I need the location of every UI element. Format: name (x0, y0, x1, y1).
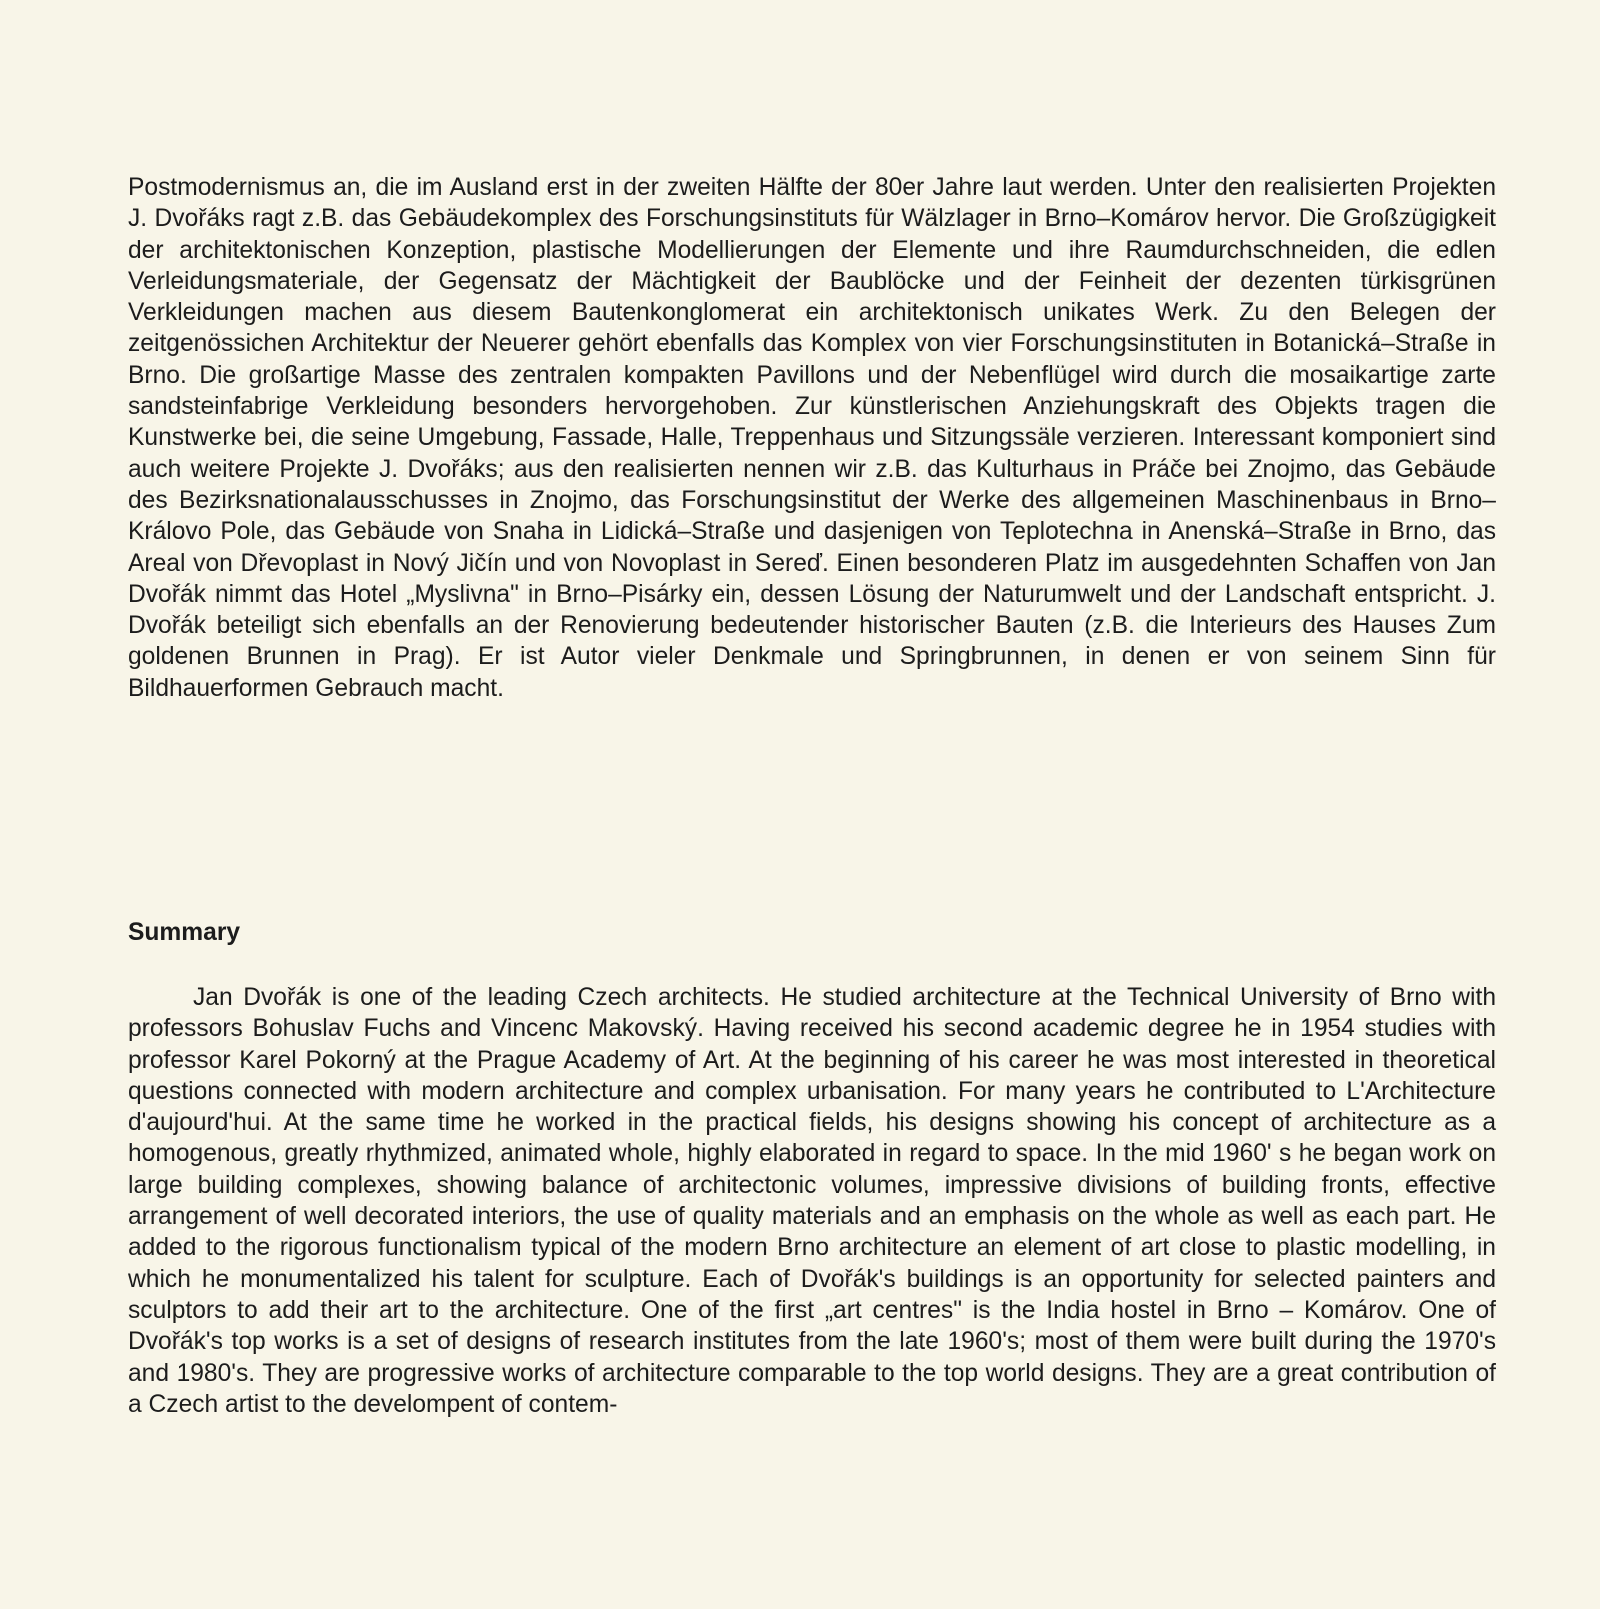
summary-heading: Summary (128, 919, 241, 946)
german-text-block (128, 172, 1496, 704)
english-text-block (128, 982, 1496, 1420)
german-paragraph: Postmodernismus an, die im Ausland erst in der zweiten Hälfte der 80er Jahre laut werden. Unter den realisierten Projekten J. Dvořáks ragt z.B. das Gebäudekomplex des Forschungsinstituts für Wälzlager in Brno–Komárov hervor. Die Großzügigkeit der architektonischen Konzeption, plastische Modellierungen der Elemente und ihre Raumdurchschneiden, die edlen Verleidungsmateriale, der Gegensatz der Mächtigkeit der Baublöcke und der Feinheit der dezenten türkisgrünen Verkleidungen machen aus diesem Bautenkonglomerat ein architektonisch unikates Werk. Zu den Belegen der zeitgenössichen Architektur der Neuerer gehört ebenfalls das Komplex von vier Forschungsinstituten in Botanická–Straße in Brno. Die großartige Masse des zentralen kompakten Pavillons und der Nebenflügel wird durch die mosaikartige zarte sandsteinfabrige Verkleidung besonders hervorgehoben. Zur künstlerischen Anziehungskraft des Objekts tragen die Kunstwerke bei, die seine Umgebung, Fassade, Halle, Treppenhaus und Sitzungssäle verzieren. Interessant komponiert sind auch weitere Projekte J. Dvořáks; aus den realisierten nennen wir z.B. das Kulturhaus in Práče bei Znojmo, das Gebäude des Bezirksnationalausschusses in Znojmo, das Forschungsinstitut der Werke des allgemeinen Maschinenbaus in Brno–Královo Pole, das Gebäude von Snaha in Lidická–Straße und dasjenigen von Teplotechna in Anenská–Straße in Brno, das Areal von Dřevoplast in Nový Jičín und von Novoplast in Sereď. Einen besonderen Platz im ausgedehnten Schaffen von Jan Dvořák nimmt das Hotel „Myslivna" in Brno–Pisárky ein, dessen Lösung der Naturumwelt und der Landschaft entspricht. J. Dvořák beteiligt sich ebenfalls an der Renovierung bedeutender historischer Bauten (z.B. die Interieurs des Hauses Zum goldenen Brunnen in Prag). Er ist Autor vieler Denkmale und Springbrunnen, in denen er von seinem Sinn für Bildhauerformen Gebrauch macht. (128, 174, 1496, 702)
english-paragraph: Jan Dvořák is one of the leading Czech architects. He studied architecture at the Technical University of Brno with professors Bohuslav Fuchs and Vincenc Makovský. Having received his second academic degree he in 1954 studies with professor Karel Pokorný at the Prague Academy of Art. At the beginning of his career he was most interested in theoretical questions connected with modern architecture and complex urbanisation. For many years he contributed to L'Architecture d'aujourd'hui. At the same time he worked in the practical fields, his designs showing his concept of architecture as a homogenous, greatly rhythmized, animated whole, highly elaborated in regard to space. In the mid 1960' s he began work on large building complexes, showing balance of architectonic volumes, impressive divisions of building fronts, effective arrangement of well decorated interiors, the use of quality materials and an emphasis on the whole as well as each part. He added to the rigorous functionalism typical of the modern Brno architecture an element of art close to plastic modelling, in which he monumentalized his talent for sculpture. Each of Dvořák's buildings is an opportunity for selected painters and sculptors to add their art to the architecture. One of the first „art centres" is the India hostel in Brno – Komárov. One of Dvořák's top works is a set of designs of research institutes from the late 1960's; most of them were built during the 1970's and 1980's. They are progressive works of architecture comparable to the top world designs. They are a great contribution of a Czech artist to the develompent of contem- (128, 984, 1496, 1418)
